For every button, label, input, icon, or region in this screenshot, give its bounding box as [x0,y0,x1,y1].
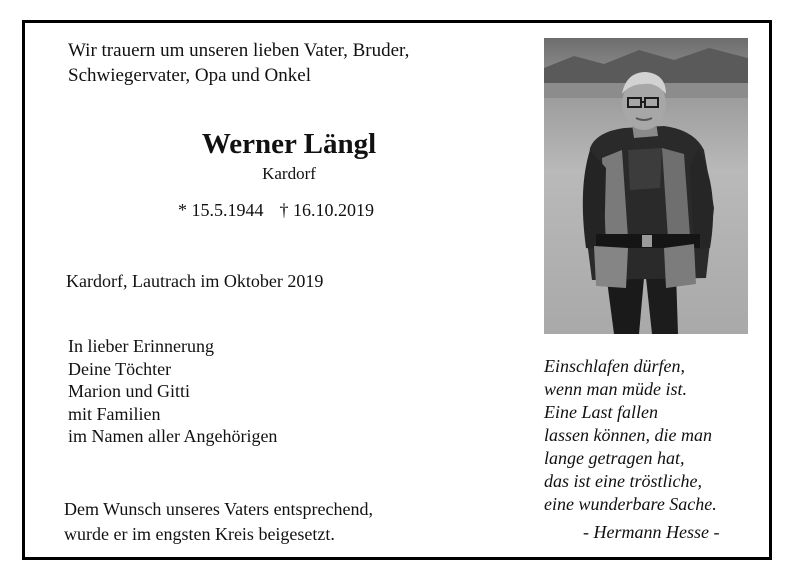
death-date: † 16.10.2019 [279,200,374,220]
deceased-name: Werner Längl [201,128,377,160]
signoff-line-4: mit Familien [68,403,161,424]
poem [544,355,717,516]
signoff-line-5: im Namen aller Angehörigen [68,426,278,446]
birth-date: * 15.5.1944 [178,200,264,220]
signoff [68,335,277,448]
poem-line-2: wenn man müde ist. [544,379,687,399]
burial-note [64,497,373,547]
poem-line-6: das ist eine tröstliche, [544,471,702,491]
burial-note-line-2: wurde er im engsten Kreis beigesetzt. [64,524,335,544]
poem-line-3: Eine Last fallen [544,402,658,422]
portrait-photo [544,38,748,334]
poem-line-5: lange getragen hat, [544,448,685,468]
life-dates [178,200,374,221]
deceased-place: Kardorf [262,164,316,183]
intro-line-1: Wir trauern um unseren lieben Vater, Bruder, [68,40,410,61]
signoff-line-1: In lieber Erinnerung [68,336,214,356]
signoff-line-3: Marion und Gitti [68,381,190,401]
burial-note-line-1: Dem Wunsch unseres Vaters entsprechend, [64,499,374,519]
signoff-line-2: Deine Töchter [68,358,172,379]
poem-author: - Hermann Hesse - [583,522,720,542]
poem-line-4: lassen können, die man [544,425,712,445]
intro-text [68,38,409,88]
location-date: Kardorf, Lautrach im Oktober 2019 [66,271,324,291]
poem-line-7: eine wunderbare Sache. [544,494,717,514]
poem-line-1: Einschlafen dürfen, [544,356,685,376]
intro-line-2: Schwiegervater, Opa und Onkel [68,65,311,86]
